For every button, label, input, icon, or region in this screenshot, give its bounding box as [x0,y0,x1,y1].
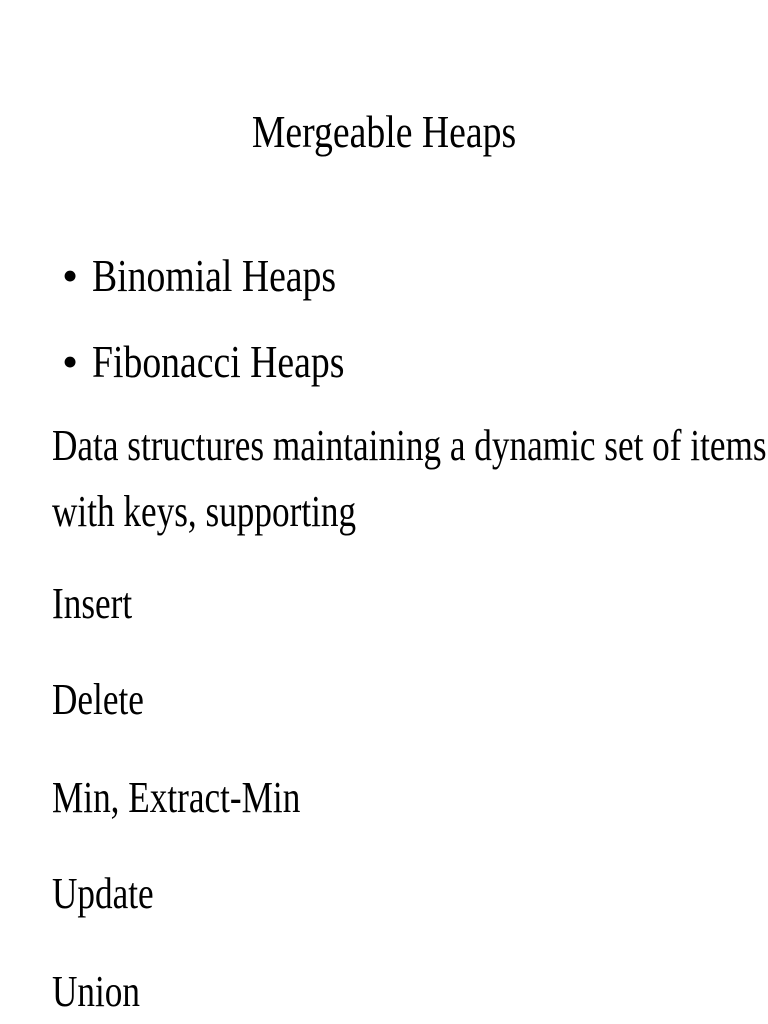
operation-delete: Delete [52,675,144,724]
operation-insert: Insert [52,579,133,628]
bullet-item [62,334,400,390]
bullet-icon: • [62,336,79,387]
bullet-label: Binomial Heaps [92,250,337,301]
description-line: with keys, supporting [52,487,357,536]
description-line: Data structures maintaining a dynamic set of items [52,421,767,470]
operation-update: Update [52,869,154,918]
slide-title: Mergeable Heaps [251,106,517,157]
bullet-icon: • [62,250,79,301]
operation-min-extract-min: Min, Extract-Min [52,773,301,822]
operation-union: Union [52,967,140,1016]
bullet-label: Fibonacci Heaps [92,336,345,387]
bullet-item [62,248,390,304]
